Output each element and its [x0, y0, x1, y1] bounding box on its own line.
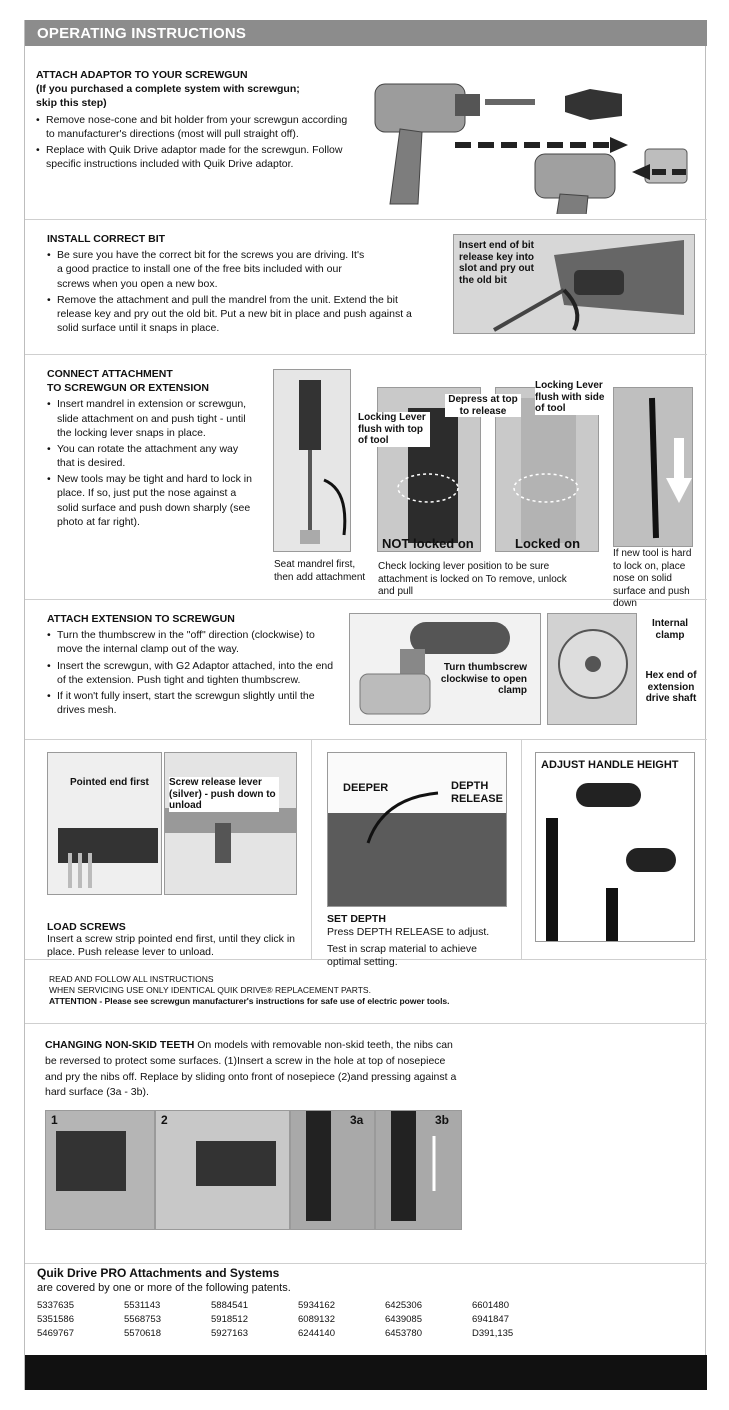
screw-release-photo — [164, 752, 297, 895]
section-heading: ATTACH EXTENSION TO SCREWGUN — [47, 613, 235, 625]
patent-number: 5337635 — [37, 1300, 74, 1311]
patent-number: 5570618 — [124, 1327, 161, 1339]
section-connect-attachment — [25, 355, 707, 609]
teeth-step-2-photo — [155, 1110, 290, 1230]
patent-number: 5351586 — [37, 1313, 74, 1325]
patent-number: 5918512 — [211, 1313, 248, 1325]
pointed-end-photo — [47, 752, 162, 895]
set-depth-note: Test in scrap material to achieve optimal setting. — [327, 943, 477, 969]
patent-number: 5927163 — [211, 1327, 248, 1339]
flush-side-callout: Locking Lever flush with side of tool — [535, 380, 607, 415]
teeth-step-1-photo — [45, 1110, 155, 1230]
not-locked-label: NOT locked on — [382, 536, 474, 551]
bullet-item: • Replace with Quik Drive adaptor made for the screwgun. Follow specific instructions included with Quik Drive adaptor. — [36, 143, 356, 171]
internal-clamp-photo — [547, 613, 637, 725]
teeth-step-3a-photo — [290, 1110, 375, 1230]
bullet-item: • Insert mandrel in extension or screwgun, slide attachment on and push tight - until the locking lever snaps in place. — [47, 397, 257, 440]
bullet-item: • Remove the attachment and pull the mandrel from the unit. Extend the bit release key and pry out the old bit. Put a new bit in place and push against a solid surface until it snaps in place. — [47, 293, 427, 336]
section-heading: INSTALL CORRECT BIT — [47, 233, 166, 245]
handle-height-photo — [535, 752, 695, 942]
page-title: OPERATING INSTRUCTIONS — [25, 20, 707, 46]
section-subheading: (If you purchased a complete system with screwgun; — [36, 83, 300, 96]
section-heading: TO SCREWGUN OR EXTENSION — [47, 382, 209, 395]
screwgun-adaptor-illustration — [360, 54, 705, 214]
bullet-item: • Be sure you have the correct bit for the screws you are driving. It's a good practice to install one of the free bits included with our screws when you open a new box. — [47, 248, 367, 291]
bullet-item: • Insert the screwgun, with G2 Adaptor attached, into the end of the extension. Push tight and tighten thumbscrew. — [47, 659, 337, 687]
teeth-step-3b-photo — [375, 1110, 462, 1230]
patent-number: 5531143 — [124, 1300, 161, 1311]
seat-mandrel-photo — [273, 369, 351, 552]
patent-number: 6439085 — [385, 1313, 422, 1325]
patent-number: 6941847 — [472, 1313, 509, 1325]
patent-list — [37, 1300, 697, 1340]
handle-height-heading: ADJUST HANDLE HEIGHT — [541, 759, 679, 771]
load-screws-text: Insert a screw strip pointed end first, until they click in place. Push release lever to unload. — [47, 933, 296, 959]
locking-check-caption: Check locking lever position to be sure attachment is locked on To remove, unlock and pull — [378, 561, 567, 597]
section-non-skid-teeth — [25, 1024, 707, 1264]
seat-mandrel-caption: Seat mandrel first, then add attachment — [274, 559, 366, 583]
step-label: 3b — [435, 1113, 450, 1127]
bullet-item: • New tools may be tight and hard to lock in place. If so, just put the nose against a solid surface and push down sharply (see photo at far right). — [47, 472, 257, 529]
step-label: 1 — [51, 1113, 58, 1127]
section-attach-adaptor — [25, 46, 707, 220]
thumbscrew-callout: Turn thumbscrew clockwise to open clamp — [440, 662, 527, 696]
section-attach-extension — [25, 600, 707, 740]
patent-number: 6244140 — [298, 1327, 335, 1339]
section-subheading: skip this step) — [36, 97, 107, 110]
notice-attention: ATTENTION - Please see screwgun manufacturer's instructions for safe use of electric power tools. — [49, 996, 450, 1007]
section-load-depth-handle — [25, 740, 707, 969]
safety-notice — [25, 960, 707, 1024]
set-depth-text: Press DEPTH RELEASE to adjust. — [327, 926, 490, 938]
locked-label: Locked on — [515, 536, 581, 551]
patents-title: Quik Drive PRO Attachments and Systems — [37, 1266, 280, 1280]
push-down-photo — [613, 387, 693, 547]
hex-end-callout: Hex end of extension drive shaft — [645, 670, 697, 704]
deeper-label: DEEPER — [343, 782, 389, 794]
push-down-caption: If new tool is hard to lock on, place nose on solid surface and push down — [613, 548, 692, 609]
patent-number: 5934162 — [298, 1300, 335, 1311]
section-install-bit — [25, 220, 707, 355]
section-heading: CHANGING NON-SKID TEETH — [45, 1039, 195, 1051]
non-skid-text: On models with removable non-skid teeth, the nibs can be reversed to protect some surfaces. (1)Insert a screw in the hole at top of nosepiece and pry the nibs off. Replace by sliding onto front of nosepiece (2)and pressing against a hard surface (3a - 3b). — [45, 1039, 457, 1099]
patent-number: 6601480 — [472, 1300, 509, 1311]
set-depth-heading: SET DEPTH — [327, 913, 386, 925]
patent-number: 5469767 — [37, 1327, 74, 1339]
bit-release-callout: Insert end of bit release key into slot and pry out the old bit — [459, 240, 535, 286]
notice-line: WHEN SERVICING USE ONLY IDENTICAL QUIK DRIVE® REPLACEMENT PARTS. — [49, 985, 371, 996]
patent-number: 6453780 — [385, 1327, 422, 1339]
step-label: 2 — [161, 1113, 168, 1127]
pointed-end-callout: Pointed end first — [70, 777, 149, 788]
section-heading: CONNECT ATTACHMENT — [47, 368, 173, 380]
bullet-item: • If it won't fully insert, start the screwgun slightly until the drives mesh. — [47, 689, 337, 717]
patents-subtitle: are covered by one or more of the following patents. — [37, 1282, 291, 1294]
load-screws-heading: LOAD SCREWS — [47, 921, 126, 933]
depth-release-label: DEPTH RELEASE — [451, 780, 503, 805]
step-label: 3a — [350, 1113, 364, 1127]
internal-clamp-callout: Internal clamp — [651, 618, 689, 641]
patent-number: 5568753 — [124, 1313, 161, 1325]
depress-callout: Depress at top to release — [445, 394, 521, 417]
patent-number: 5884541 — [211, 1300, 248, 1311]
bullet-item: • Turn the thumbscrew in the "off" direction (clockwise) to move the internal clamp out of the way. — [47, 628, 337, 656]
set-depth-photo — [327, 752, 507, 907]
bullet-item: • You can rotate the attachment any way that is desired. — [47, 442, 257, 470]
notice-line: READ AND FOLLOW ALL INSTRUCTIONS — [49, 974, 214, 984]
patent-number: 6425306 — [385, 1300, 422, 1311]
instruction-sheet — [24, 20, 706, 1390]
section-heading: ATTACH ADAPTOR TO YOUR SCREWGUN — [36, 69, 248, 81]
bullet-item: • Remove nose-cone and bit holder from your screwgun according to manufacturer's directions (most will pull straight off). — [36, 113, 356, 141]
patent-number: 6089132 — [298, 1313, 335, 1325]
footer-bar — [25, 1355, 707, 1390]
flush-top-callout: Locking Lever flush with top of tool — [358, 412, 430, 447]
patent-number: D391,135 — [472, 1327, 514, 1339]
screw-release-callout: Screw release lever (silver) - push down to unload — [169, 777, 279, 812]
